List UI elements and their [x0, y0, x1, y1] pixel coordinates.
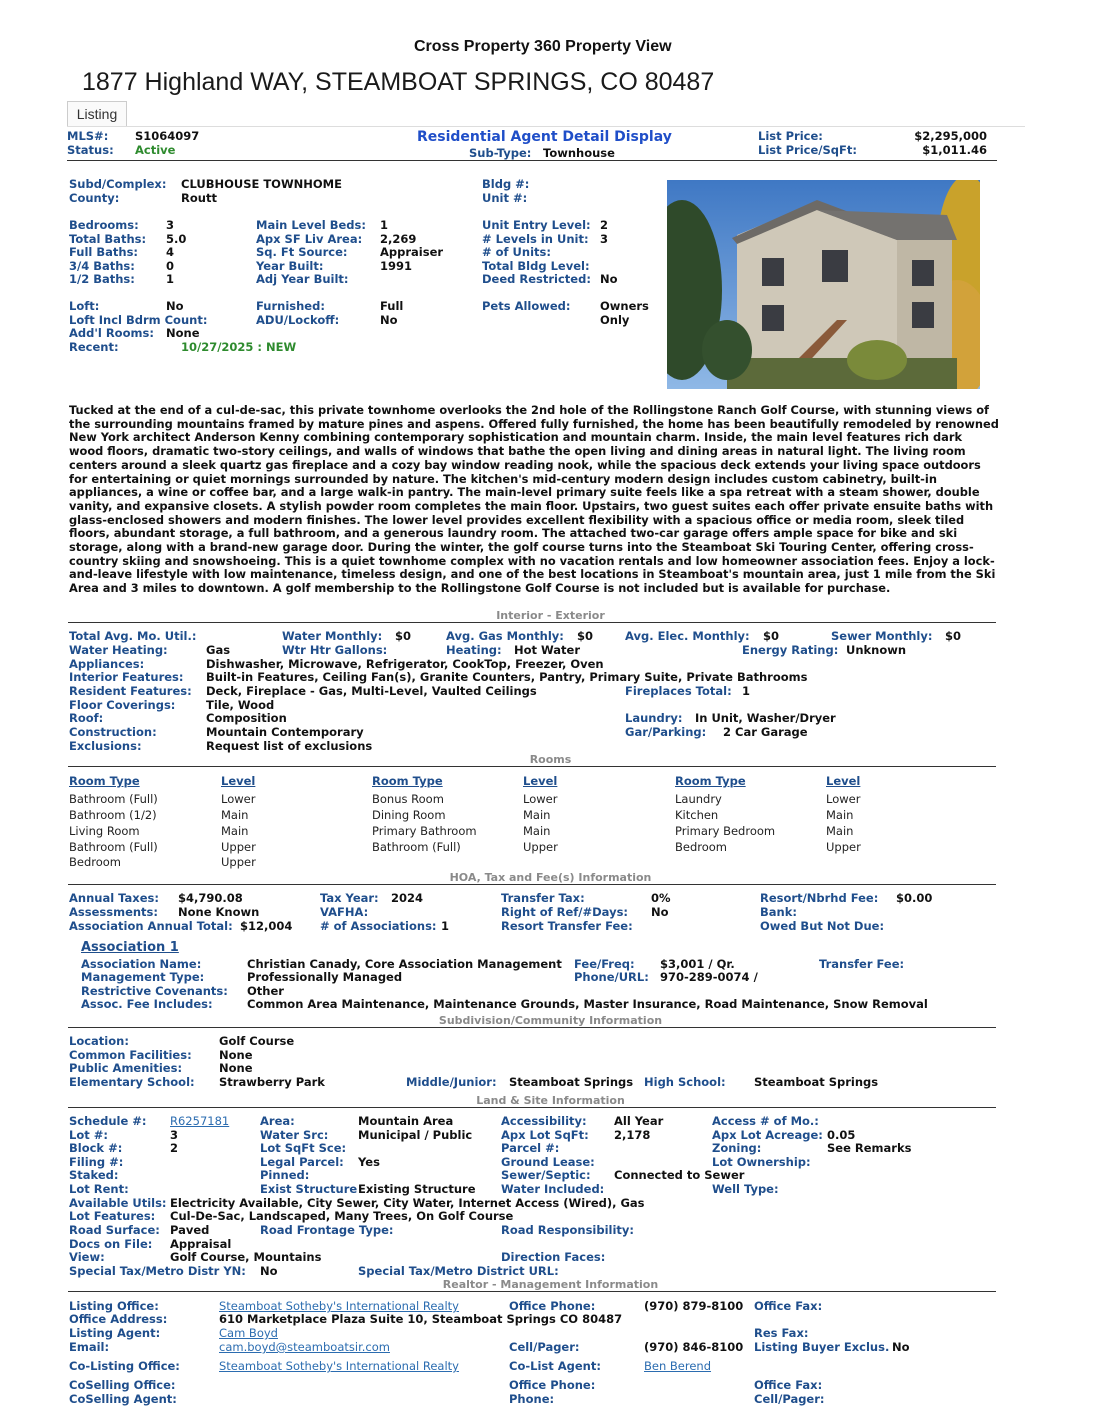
room-type: Bedroom	[675, 840, 728, 854]
energy-label: Energy Rating:	[742, 643, 839, 657]
energy-value: Unknown	[846, 643, 907, 657]
water-heating-label: Water Heating:	[69, 643, 168, 657]
annual-taxes-label: Annual Taxes:	[69, 891, 159, 905]
transfer-tax-label: Transfer Tax:	[501, 891, 585, 905]
common-facilities-label: Common Facilities:	[69, 1048, 192, 1062]
assoc-name-label: Association Name:	[81, 957, 202, 971]
pinned-label: Pinned:	[260, 1168, 310, 1182]
transfer-fee-label: Transfer Fee:	[819, 957, 905, 971]
annual-taxes-value: $4,790.08	[178, 891, 243, 905]
county-label: County:	[69, 191, 120, 205]
exclusions-value: Request list of exclusions	[206, 739, 373, 753]
gas-monthly-value: $0	[577, 629, 594, 643]
room-type: Bathroom (1/2)	[69, 808, 157, 822]
office-phone-value: (970) 879-8100	[644, 1299, 744, 1313]
legal-parcel-label: Legal Parcel:	[260, 1155, 344, 1169]
room-type: Bonus Room	[372, 792, 444, 806]
area-value: Mountain Area	[358, 1114, 454, 1128]
laundry-value: In Unit, Washer/Dryer	[695, 711, 836, 725]
transfer-tax-value: 0%	[651, 891, 671, 905]
tab-divider	[67, 126, 1025, 127]
report-title: Cross Property 360 Property View	[414, 38, 672, 55]
docs-label: Docs on File:	[69, 1237, 153, 1251]
water-src-label: Water Src:	[260, 1128, 329, 1142]
office-phone-label: Office Phone:	[509, 1299, 596, 1313]
listing-agent-label: Listing Agent:	[69, 1326, 161, 1340]
lot-rent-label: Lot Rent:	[69, 1182, 129, 1196]
laundry-label: Laundry:	[625, 711, 683, 725]
assoc-total-value: $12,004	[240, 919, 293, 933]
heating-label: Heating:	[446, 643, 502, 657]
bedrooms-value: 3	[166, 218, 175, 232]
room-level: Lower	[221, 792, 256, 806]
schedule-link[interactable]: R6257181	[170, 1114, 230, 1128]
rooms-header-type: Room Type	[372, 774, 443, 788]
exist-structure-value: Existing Structure	[358, 1182, 476, 1196]
road-surface-value: Paved	[170, 1223, 210, 1237]
floor-value: Tile, Wood	[206, 698, 275, 712]
section-subdivision: Subdivision/Community Information	[438, 1014, 663, 1027]
rofr-value: No	[651, 905, 669, 919]
accessibility-value: All Year	[614, 1114, 664, 1128]
furnished-label: Furnished:	[256, 299, 325, 313]
co-agent-label: Co-List Agent:	[509, 1359, 601, 1373]
filing-label: Filing #:	[69, 1155, 124, 1169]
owed-label: Owed But Not Due:	[760, 919, 885, 933]
half-baths-value: 1	[166, 272, 175, 286]
water-monthly-value: $0	[395, 629, 412, 643]
deed-value: No	[600, 272, 618, 286]
floor-label: Floor Coverings:	[69, 698, 176, 712]
num-assoc-label: # of Associations:	[320, 919, 437, 933]
rofr-label: Right of Ref/#Days:	[501, 905, 629, 919]
location-value: Golf Course	[219, 1034, 295, 1048]
rooms-header-level: Level	[523, 774, 558, 788]
coselling-agent-label: CoSelling Agent:	[69, 1392, 177, 1406]
room-level: Main	[523, 824, 551, 838]
subtype-value: Townhouse	[543, 146, 615, 160]
total-baths-label: Total Baths:	[69, 232, 147, 246]
lot-sqft-source-label: Lot SqFt Sce:	[260, 1141, 347, 1155]
sewer-septic-value: Connected to Sewer	[614, 1168, 745, 1182]
direction-label: Direction Faces:	[501, 1250, 606, 1264]
co-listing-office-label: Co-Listing Office:	[69, 1359, 180, 1373]
main-beds-value: 1	[380, 218, 389, 232]
wtr-gallons-label: Wtr Htr Gallons:	[282, 643, 388, 657]
lot-sqft-label: Apx Lot SqFt:	[501, 1128, 589, 1142]
tab-listing[interactable]: Listing	[67, 101, 127, 126]
status-value: Active	[135, 143, 176, 157]
lot-sqft-value: 2,178	[614, 1128, 651, 1142]
property-address: 1877 Highland WAY, STEAMBOAT SPRINGS, CO 80487	[82, 68, 715, 96]
road-responsibility-label: Road Responsibility:	[501, 1223, 635, 1237]
room-type: Primary Bathroom	[372, 824, 477, 838]
assoc-name-value: Christian Canady, Core Association Management	[247, 957, 562, 971]
vafha-label: VAFHA:	[320, 905, 369, 919]
water-monthly-label: Water Monthly:	[282, 629, 383, 643]
tax-year-label: Tax Year:	[320, 891, 379, 905]
zoning-label: Zoning:	[712, 1141, 762, 1155]
staked-label: Staked:	[69, 1168, 119, 1182]
rooms-header-level: Level	[221, 774, 256, 788]
county-value: Routt	[181, 191, 217, 205]
construction-label: Construction:	[69, 725, 157, 739]
bldg-label: Bldg #:	[482, 177, 530, 191]
addl-rooms-label: Add'l Rooms:	[69, 326, 154, 340]
office-address-value: 610 Marketplace Plaza Suite 10, Steamboat Springs CO 80487	[219, 1312, 623, 1326]
resort-fee-label: Resort/Nbrhd Fee:	[760, 891, 879, 905]
common-facilities-value: None	[219, 1048, 253, 1062]
sewer-monthly-label: Sewer Monthly:	[831, 629, 933, 643]
block-label: Block #:	[69, 1141, 123, 1155]
elec-monthly-label: Avg. Elec. Monthly:	[625, 629, 750, 643]
special-tax-url-label: Special Tax/Metro District URL:	[358, 1264, 559, 1278]
listing-office-label: Listing Office:	[69, 1299, 159, 1313]
room-type: Bathroom (Full)	[372, 840, 461, 854]
email-label: Email:	[69, 1340, 110, 1354]
appliances-label: Appliances:	[69, 657, 145, 671]
pets-label: Pets Allowed:	[482, 299, 571, 313]
mls-number: S1064097	[135, 129, 200, 143]
year-built-value: 1991	[380, 259, 413, 273]
buyer-exclus-value: No	[892, 1340, 910, 1354]
adj-year-label: Adj Year Built:	[256, 272, 349, 286]
section-rooms: Rooms	[529, 753, 572, 766]
rooms-header-level: Level	[826, 774, 861, 788]
full-baths-label: Full Baths:	[69, 245, 139, 259]
listing-office-link[interactable]: Steamboat Sotheby's International Realty	[219, 1299, 459, 1313]
phone-url-value: 970-289-0074 /	[660, 970, 758, 984]
resident-features-label: Resident Features:	[69, 684, 192, 698]
levels-value: 3	[600, 232, 609, 246]
entry-level-label: Unit Entry Level:	[482, 218, 591, 232]
assoc-total-label: Association Annual Total:	[69, 919, 233, 933]
list-price: $2,295,000	[914, 129, 987, 143]
lot-ownership-label: Lot Ownership:	[712, 1155, 811, 1169]
access-months-label: Access # of Mo.:	[712, 1114, 819, 1128]
res-fax-label: Res Fax:	[754, 1326, 809, 1340]
road-frontage-label: Road Frontage Type:	[260, 1223, 394, 1237]
water-included-label: Water Included:	[501, 1182, 605, 1196]
middle-label: Middle/Junior:	[406, 1075, 497, 1089]
room-level: Main	[221, 808, 249, 822]
coselling-cell-label: Cell/Pager:	[754, 1392, 825, 1406]
top-divider	[67, 160, 997, 161]
lot-label: Lot #:	[69, 1128, 108, 1142]
room-level: Main	[826, 808, 854, 822]
heating-value: Hot Water	[514, 643, 581, 657]
three-quarter-baths-label: 3/4 Baths:	[69, 259, 135, 273]
sf-source-label: Sq. Ft Source:	[256, 245, 348, 259]
lot-acreage-value: 0.05	[827, 1128, 856, 1142]
office-fax-label: Office Fax:	[754, 1299, 823, 1313]
accessibility-label: Accessibility:	[501, 1114, 587, 1128]
assessments-label: Assessments:	[69, 905, 158, 919]
section-divider	[68, 884, 996, 885]
mls-label: MLS#:	[67, 129, 109, 143]
room-level: Upper	[221, 855, 256, 869]
middle-value: Steamboat Springs	[509, 1075, 634, 1089]
rooms-header-type: Room Type	[69, 774, 140, 788]
section-divider	[68, 766, 996, 767]
resident-features-value: Deck, Fireplace - Gas, Multi-Level, Vaulted Ceilings	[206, 684, 537, 698]
elementary-value: Strawberry Park	[219, 1075, 325, 1089]
view-value: Golf Course, Mountains	[170, 1250, 322, 1264]
subtype-label: Sub-Type:	[469, 146, 532, 160]
room-type: Bedroom	[69, 855, 122, 869]
construction-value: Mountain Contemporary	[206, 725, 364, 739]
room-type: Dining Room	[372, 808, 446, 822]
cell-label: Cell/Pager:	[509, 1340, 580, 1354]
num-assoc-value: 1	[441, 919, 450, 933]
sf-label: Apx SF Liv Area:	[256, 232, 363, 246]
room-level: Main	[523, 808, 551, 822]
interior-features-label: Interior Features:	[69, 670, 184, 684]
pets-value-1: Owners	[600, 299, 649, 313]
sf-source-value: Appraiser	[380, 245, 444, 259]
adu-value: No	[380, 313, 398, 327]
room-level: Main	[826, 824, 854, 838]
appliances-value: Dishwasher, Microwave, Refrigerator, CookTop, Freezer, Oven	[206, 657, 604, 671]
total-bldg-label: Total Bldg Level:	[482, 259, 590, 273]
fireplaces-label: Fireplaces Total:	[625, 684, 732, 698]
fee-includes-value: Common Area Maintenance, Maintenance Grounds, Master Insurance, Road Maintenance, Snow Removal	[247, 997, 928, 1011]
bank-label: Bank:	[760, 905, 797, 919]
docs-value: Appraisal	[170, 1237, 232, 1251]
resort-fee-value: $0.00	[896, 891, 933, 905]
fee-includes-label: Assoc. Fee Includes:	[81, 997, 213, 1011]
garage-value: 2 Car Garage	[723, 725, 808, 739]
list-price-label: List Price:	[758, 129, 823, 143]
coselling-office-fax-label: Office Fax:	[754, 1378, 823, 1392]
room-level: Lower	[826, 792, 861, 806]
phone-url-label: Phone/URL:	[574, 970, 649, 984]
buyer-exclus-label: Listing Buyer Exclus.	[754, 1340, 890, 1354]
three-quarter-baths-value: 0	[166, 259, 175, 273]
exclusions-label: Exclusions:	[69, 739, 142, 753]
room-type: Kitchen	[675, 808, 719, 822]
section-land: Land & Site Information	[476, 1094, 625, 1107]
bedrooms-label: Bedrooms:	[69, 218, 139, 232]
utils-label: Available Utils:	[69, 1196, 167, 1210]
utils-value: Electricity Available, City Sewer, City Water, Internet Access (Wired), Gas	[170, 1196, 645, 1210]
deed-label: Deed Restricted:	[482, 272, 591, 286]
room-type: Living Room	[69, 824, 140, 838]
section-divider	[68, 1107, 996, 1108]
room-level: Upper	[221, 840, 256, 854]
loft-bdrm-label: Loft Incl Bdrm Count:	[69, 313, 208, 327]
lot-features-label: Lot Features:	[69, 1209, 156, 1223]
subd-label: Subd/Complex:	[69, 177, 167, 191]
main-beds-label: Main Level Beds:	[256, 218, 366, 232]
entry-level-value: 2	[600, 218, 609, 232]
section-divider	[68, 622, 996, 623]
coselling-office-label: CoSelling Office:	[69, 1378, 176, 1392]
water-src-value: Municipal / Public	[358, 1128, 473, 1142]
addl-rooms-value: None	[166, 326, 200, 340]
interior-features-value: Built-in Features, Ceiling Fan(s), Granite Counters, Pantry, Primary Suite, Private Bathrooms	[206, 670, 808, 684]
public-amenities-value: None	[219, 1061, 253, 1075]
property-photo[interactable]	[667, 180, 980, 389]
section-interior-exterior: Interior - Exterior	[496, 609, 605, 622]
tax-year-value: 2024	[391, 891, 424, 905]
location-label: Location:	[69, 1034, 129, 1048]
room-type: Laundry	[675, 792, 722, 806]
lot-features-value: Cul-De-Sac, Landscaped, Many Trees, On Golf Course	[170, 1209, 514, 1223]
fireplaces-value: 1	[742, 684, 751, 698]
subd-value: CLUBHOUSE TOWNHOME	[181, 177, 342, 191]
special-tax-yn-label: Special Tax/Metro Distr YN:	[69, 1264, 246, 1278]
zoning-value: See Remarks	[827, 1141, 912, 1155]
units-label: # of Units:	[482, 245, 551, 259]
lot-acreage-label: Apx Lot Acreage:	[712, 1128, 823, 1142]
sewer-monthly-value: $0	[945, 629, 962, 643]
special-tax-yn-value: No	[260, 1264, 278, 1278]
levels-label: # Levels in Unit:	[482, 232, 589, 246]
full-baths-value: 4	[166, 245, 175, 259]
co-listing-office-link[interactable]: Steamboat Sotheby's International Realty	[219, 1359, 459, 1373]
room-type: Primary Bedroom	[675, 824, 776, 838]
section-divider	[68, 1027, 996, 1028]
covenants-value: Other	[247, 984, 284, 998]
price-sqft-label: List Price/SqFt:	[758, 143, 857, 157]
email-link[interactable]: cam.boyd@steamboatsir.com	[219, 1340, 390, 1354]
fee-freq-value: $3,001 / Qr.	[660, 957, 735, 971]
parcel-label: Parcel #:	[501, 1141, 560, 1155]
half-baths-label: 1/2 Baths:	[69, 272, 135, 286]
room-type: Bathroom (Full)	[69, 840, 158, 854]
furnished-value: Full	[380, 299, 404, 313]
sewer-septic-label: Sewer/Septic:	[501, 1168, 591, 1182]
view-label: View:	[69, 1250, 105, 1264]
room-level: Lower	[523, 792, 558, 806]
section-hoa: HOA, Tax and Fee(s) Information	[449, 871, 652, 884]
mgmt-type-label: Management Type:	[81, 970, 205, 984]
roof-label: Roof:	[69, 711, 104, 725]
room-level: Main	[221, 824, 249, 838]
association-1-heading: Association 1	[81, 940, 179, 955]
cell-value: (970) 846-8100	[644, 1340, 744, 1354]
high-label: High School:	[644, 1075, 726, 1089]
elec-monthly-value: $0	[763, 629, 780, 643]
pets-value-2: Only	[600, 313, 630, 327]
water-heating-value: Gas	[206, 643, 231, 657]
listing-agent-link[interactable]: Cam Boyd	[219, 1326, 278, 1340]
gas-monthly-label: Avg. Gas Monthly:	[446, 629, 564, 643]
adu-label: ADU/Lockoff:	[256, 313, 340, 327]
ground-lease-label: Ground Lease:	[501, 1155, 595, 1169]
room-level: Upper	[826, 840, 861, 854]
util-label: Total Avg. Mo. Util.:	[69, 629, 197, 643]
unit-label: Unit #:	[482, 191, 528, 205]
garage-label: Gar/Parking:	[625, 725, 707, 739]
office-address-label: Office Address:	[69, 1312, 168, 1326]
area-label: Area:	[260, 1114, 295, 1128]
year-built-label: Year Built:	[256, 259, 324, 273]
exist-structure-label: Exist Structure	[260, 1182, 358, 1196]
section-divider	[68, 1291, 996, 1292]
recent-value: 10/27/2025 : NEW	[181, 340, 297, 354]
loft-value: No	[166, 299, 184, 313]
elementary-label: Elementary School:	[69, 1075, 195, 1089]
coselling-phone-label: Phone:	[509, 1392, 555, 1406]
price-sqft: $1,011.46	[922, 143, 987, 157]
rooms-header-type: Room Type	[675, 774, 746, 788]
room-level: Upper	[523, 840, 558, 854]
well-type-label: Well Type:	[712, 1182, 779, 1196]
road-surface-label: Road Surface:	[69, 1223, 160, 1237]
section-realtor: Realtor - Management Information	[442, 1278, 659, 1291]
assessments-value: None Known	[178, 905, 260, 919]
block-value: 2	[170, 1141, 179, 1155]
schedule-label: Schedule #:	[69, 1114, 147, 1128]
room-type: Bathroom (Full)	[69, 792, 158, 806]
resort-transfer-label: Resort Transfer Fee:	[501, 919, 633, 933]
co-agent-link[interactable]: Ben Berend	[644, 1359, 712, 1373]
recent-label: Recent:	[69, 340, 119, 354]
status-label: Status:	[67, 143, 114, 157]
fee-freq-label: Fee/Freq:	[574, 957, 635, 971]
mgmt-type-value: Professionally Managed	[247, 970, 403, 984]
public-amenities-label: Public Amenities:	[69, 1061, 183, 1075]
covenants-label: Restrictive Covenants:	[81, 984, 228, 998]
legal-parcel-value: Yes	[358, 1155, 380, 1169]
total-baths-value: 5.0	[166, 232, 187, 246]
coselling-office-phone-label: Office Phone:	[509, 1378, 596, 1392]
high-value: Steamboat Springs	[754, 1075, 879, 1089]
lot-value: 3	[170, 1128, 179, 1142]
roof-value: Composition	[206, 711, 287, 725]
loft-label: Loft:	[69, 299, 100, 313]
sf-value: 2,269	[380, 232, 417, 246]
display-title: Residential Agent Detail Display	[417, 129, 672, 145]
property-description: Tucked at the end of a cul-de-sac, this private townhome overlooks the 2nd hole of the Rollingstone Ranch Golf Course, with stunning views of the surrounding mountains framed by mature pines and aspens. Offered fully furnished, the home has been beautifully remodeled by renowned New York architect Anderson Kenny combining contemporary sophistication and mountain charm. Inside, the main level features rich dark wood floors, dramatic two-story ceilings, and walls of windows that bathe the open living and dining areas in natural light. The living room centers around a sleek quartz gas fireplace and a cozy bay window reading nook, while the spacious deck extends your living space outdoors for entertaining or quiet mornings surrounded by nature. The kitchen's mid-century modern design includes custom cabinetry, built-in appliances, a wine or coffee bar, and a large walk-in pantry. The main-level primary suite feels like a spa retreat with a steam shower, double vanity, and expansive closets. A stylish powder room completes the main floor. Upstairs, two guest suites each offer private ensuite baths with glass-enclosed showers and modern finishes. The lower level provides excellent flexibility with a spacious office or media room, sleek tiled floors, abundant storage, a full bathroom, and a generous laundry room. The attached two-car garage offers ample space for bike and ski storage, along with a brand-new garage door. During the winter, the golf course turns into the Steamboat Ski Touring Center, offering cross-country skiing and snowshoeing. This is a quiet townhome complex with no vacation rentals and low homeowner association fees. Enjoy a lock-and-leave lifestyle with low maintenance, timeless design, and one of the best locations in Steamboat's mountain area, just 1 mile from the Ski Area and 3 miles to downtown. A golf membership to the Rollingstone Golf Course is not included but is available for purchase.	[69, 403, 999, 596]
